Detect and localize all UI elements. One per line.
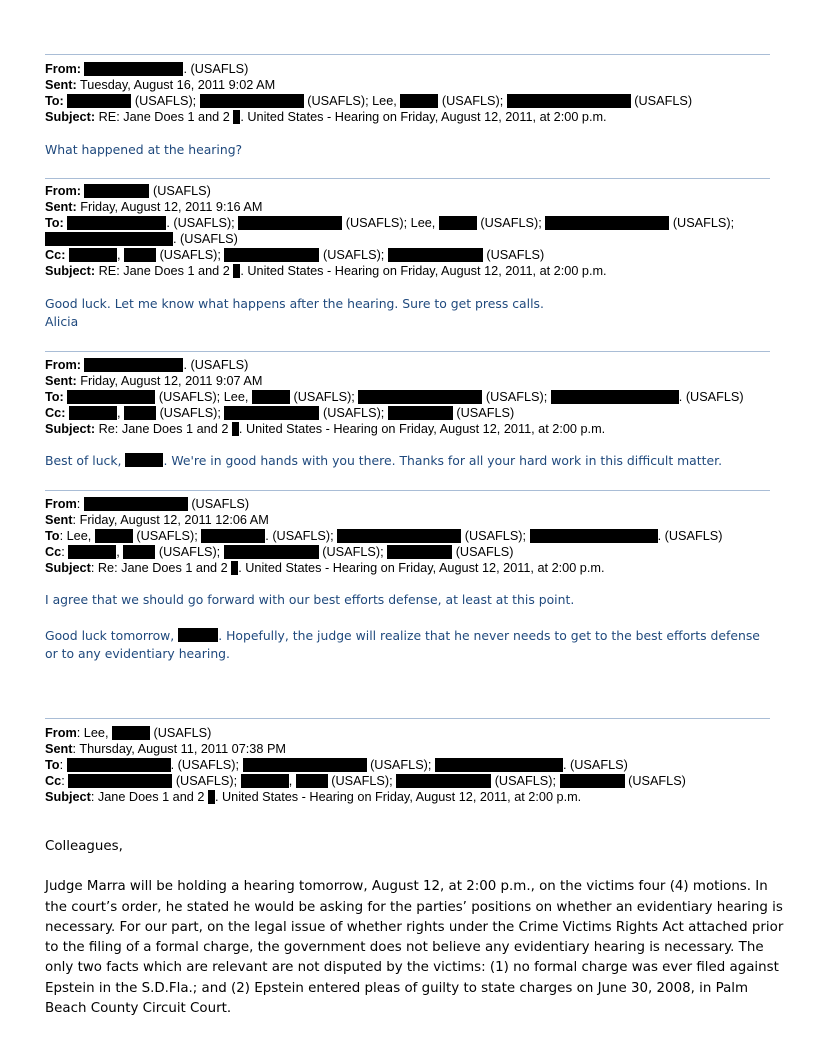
email-separator	[45, 718, 770, 719]
from-value: Lee,	[83, 726, 109, 740]
to-value: Lee,	[66, 529, 92, 543]
redaction	[232, 422, 239, 436]
body-text: I agree that we should go forward with our best efforts defense, at least at this point.	[45, 592, 575, 607]
to-value: (USAFLS); Lee,	[158, 390, 249, 404]
cc-value: (USAFLS);	[159, 248, 221, 262]
body-text	[45, 452, 775, 470]
body-signature: Alicia	[45, 314, 79, 329]
from-label: From:	[45, 358, 81, 372]
sent-label: Sent:	[45, 78, 77, 92]
email-header	[45, 357, 775, 437]
body-text-part: . Hopefully, the judge will realize that he never needs to get to the best efforts defense or to any evidentiary hearing.	[45, 628, 760, 661]
redaction	[545, 216, 669, 230]
to-value: . (USAFLS)	[173, 232, 238, 246]
from-value: (USAFLS)	[153, 726, 212, 740]
sent-value: Friday, August 12, 2011 9:07 AM	[80, 374, 263, 388]
body-text: Judge Marra will be holding a hearing tomorrow, August 12, at 2:00 p.m., on the victims four (4) motions. In the court’s order, he stated he would be asking for the parties’ positions on whether an evidentiary hearing is necessary. For our part, on the legal issue of whether rights under the Crime Victims Rights Act attached prior to the filing of a formal charge, the government does not believe any evidentiary hearing is necessary. The only two facts which are relevant are not disputed by the victims: (1) no formal charge was ever filed against Epstein in the S.D.Fla.; and (2) Epstein entered pleas of guilty to state charges on June 30, 2008, in Palm Beach County Circuit Court.	[45, 879, 784, 1017]
subject-label: Subject:	[45, 110, 96, 124]
subject-value: . United States - Hearing on Friday, August 12, 2011, at 2:00 p.m.	[240, 264, 607, 278]
redaction	[435, 758, 563, 772]
cc-value: (USAFLS);	[331, 774, 393, 788]
to-value: (USAFLS); Lee,	[307, 94, 397, 108]
to-label: To:	[45, 94, 64, 108]
email-body	[45, 452, 775, 470]
cc-value: (USAFLS)	[486, 248, 545, 262]
to-value: . (USAFLS)	[562, 758, 628, 772]
redaction	[238, 216, 342, 230]
redaction	[124, 406, 156, 420]
redaction	[296, 774, 328, 788]
redaction	[224, 545, 319, 559]
to-value: (USAFLS);	[134, 94, 197, 108]
redaction	[241, 774, 289, 788]
to-value: (USAFLS);	[672, 216, 735, 230]
cc-value: ,	[116, 248, 121, 262]
redaction	[396, 774, 491, 788]
sent-value: Friday, August 12, 2011 9:16 AM	[80, 200, 263, 214]
sent-label: Sent	[45, 513, 73, 527]
to-label: To:	[45, 390, 64, 404]
from-value: (USAFLS)	[153, 184, 211, 198]
sent-value: Friday, August 12, 2011 12:06 AM	[79, 513, 269, 527]
redaction	[84, 358, 183, 372]
cc-value: (USAFLS)	[455, 545, 514, 559]
redaction	[530, 529, 658, 543]
body-text: What happened at the hearing?	[45, 142, 243, 157]
email-separator	[45, 54, 770, 55]
subject-label: Subject	[45, 790, 91, 804]
email-separator	[45, 351, 770, 352]
email-header: From: (USAFLS) Sent: Friday, August 12, 2011 12:06 AM To: Lee, (USAFLS); . (USAFLS); (USAFLS); . (USAFLS) Cc: , (USAFLS); (USAFLS); (USAFLS) Subject: Re: Jane Does 1 and 2 . United States - Hearing on Friday, August 12, 2011, at 2:00 p.m.	[45, 497, 723, 575]
redaction	[69, 406, 117, 420]
to-value: . (USAFLS)	[678, 390, 744, 404]
redaction	[124, 248, 156, 262]
from-value: (USAFLS)	[191, 497, 250, 511]
to-value: (USAFLS);	[441, 94, 504, 108]
sent-value: Thursday, August 11, 2011 07:38 PM	[79, 742, 286, 756]
to-value: (USAFLS);	[485, 390, 548, 404]
redaction	[84, 184, 149, 198]
redaction	[67, 94, 131, 108]
subject-value: Re: Jane Does 1 and 2	[97, 561, 228, 575]
sent-label: Sent:	[45, 200, 77, 214]
subject-value: . United States - Hearing on Friday, August 12, 2011, at 2:00 p.m.	[214, 790, 582, 804]
subject-value: . United States - Hearing on Friday, August 12, 2011, at 2:00 p.m.	[240, 110, 607, 124]
redaction	[387, 545, 452, 559]
body-text-part: Best of luck,	[45, 453, 122, 468]
cc-value: (USAFLS);	[322, 248, 385, 262]
to-label: To	[45, 529, 60, 543]
cc-value: (USAFLS);	[175, 774, 238, 788]
from-value: . (USAFLS)	[183, 358, 249, 372]
body-text: Good luck. Let me know what happens after the hearing. Sure to get press calls.	[45, 296, 544, 311]
cc-value: (USAFLS);	[322, 545, 384, 559]
redaction	[123, 545, 155, 559]
redaction	[67, 390, 155, 404]
to-label: To	[45, 758, 60, 772]
redaction	[400, 94, 438, 108]
email-header	[45, 183, 775, 279]
redaction	[84, 62, 183, 76]
redaction	[201, 529, 265, 543]
subject-value: Jane Does 1 and 2	[97, 790, 205, 804]
body-text-part: . We're in good hands with you there. Thanks for all your hard work in this difficult matter.	[163, 453, 723, 468]
sent-label: Sent	[45, 742, 73, 756]
subject-label: Subject:	[45, 264, 96, 278]
redaction	[45, 232, 173, 246]
body-text	[45, 627, 775, 663]
email-body	[45, 141, 775, 159]
subject-value: . United States - Hearing on Friday, August 12, 2011, at 2:00 p.m.	[238, 561, 605, 575]
subject-value: RE: Jane Does 1 and 2	[98, 264, 230, 278]
redaction	[69, 248, 117, 262]
email-body	[45, 837, 785, 1019]
cc-label: Cc:	[45, 248, 66, 262]
cc-label: Cc	[45, 774, 62, 788]
to-value: . (USAFLS);	[166, 216, 235, 230]
redaction	[84, 497, 188, 511]
redaction	[95, 529, 133, 543]
redaction	[560, 774, 625, 788]
email-separator	[45, 490, 770, 491]
to-value: (USAFLS);	[136, 529, 198, 543]
from-value: . (USAFLS)	[183, 62, 249, 76]
from-label: From:	[45, 184, 81, 198]
to-value: (USAFLS); Lee,	[345, 216, 436, 230]
redaction	[178, 628, 218, 642]
subject-value: RE: Jane Does 1 and 2	[98, 110, 230, 124]
cc-value: (USAFLS)	[456, 406, 515, 420]
cc-label: Cc	[45, 545, 62, 559]
to-value: (USAFLS);	[480, 216, 542, 230]
email-header: From: Lee, (USAFLS) Sent: Thursday, August 11, 2011 07:38 PM To: . (USAFLS); (USAFLS); . (USAFLS) Cc: (USAFLS); , (USAFLS); (USAFLS); (USAFLS) Subject: Jane Does 1 and 2 . United States - Hearing on Friday, August 12, 2011, at 2:00 p.m.	[45, 726, 686, 804]
subject-value: Re: Jane Does 1 and 2	[98, 422, 229, 436]
greeting: Colleagues,	[45, 839, 123, 854]
subject-label: Subject:	[45, 422, 96, 436]
email-separator	[45, 178, 770, 179]
cc-value: (USAFLS)	[628, 774, 686, 788]
sent-value: Tuesday, August 16, 2011 9:02 AM	[80, 78, 276, 92]
from-label: From	[45, 497, 77, 511]
redaction	[208, 790, 215, 804]
redaction	[125, 453, 163, 467]
cc-value: (USAFLS);	[494, 774, 557, 788]
subject-value: . United States - Hearing on Friday, August 12, 2011, at 2:00 p.m.	[238, 422, 606, 436]
from-label: From	[45, 726, 77, 740]
to-value: (USAFLS);	[464, 529, 527, 543]
redaction	[551, 390, 679, 404]
from-label: From:	[45, 62, 81, 76]
cc-label: Cc:	[45, 406, 66, 420]
to-label: To:	[45, 216, 64, 230]
email-body	[45, 295, 775, 331]
email-body	[45, 591, 775, 663]
cc-value: ,	[116, 545, 120, 559]
to-value: (USAFLS);	[370, 758, 432, 772]
cc-value: ,	[116, 406, 121, 420]
redaction	[388, 248, 483, 262]
cc-value: (USAFLS);	[159, 406, 221, 420]
sent-label: Sent:	[45, 374, 77, 388]
redaction	[507, 94, 631, 108]
body-text-part: Good luck tomorrow,	[45, 628, 175, 643]
redaction	[68, 545, 116, 559]
redaction	[252, 390, 290, 404]
to-value: . (USAFLS);	[170, 758, 240, 772]
redaction	[68, 774, 172, 788]
to-value: (USAFLS)	[634, 94, 693, 108]
redaction	[224, 406, 319, 420]
redaction	[243, 758, 367, 772]
cc-value: (USAFLS);	[158, 545, 221, 559]
redaction	[200, 94, 304, 108]
to-value: . (USAFLS);	[265, 529, 334, 543]
redaction	[358, 390, 482, 404]
redaction	[67, 758, 171, 772]
cc-value: (USAFLS);	[322, 406, 385, 420]
to-value: . (USAFLS)	[657, 529, 723, 543]
email-header	[45, 61, 775, 125]
to-value: (USAFLS);	[293, 390, 355, 404]
cc-value: ,	[288, 774, 293, 788]
subject-label: Subject	[45, 561, 91, 575]
redaction	[112, 726, 150, 740]
redaction	[439, 216, 477, 230]
redaction	[67, 216, 166, 230]
redaction	[224, 248, 319, 262]
redaction	[388, 406, 453, 420]
redaction	[337, 529, 461, 543]
